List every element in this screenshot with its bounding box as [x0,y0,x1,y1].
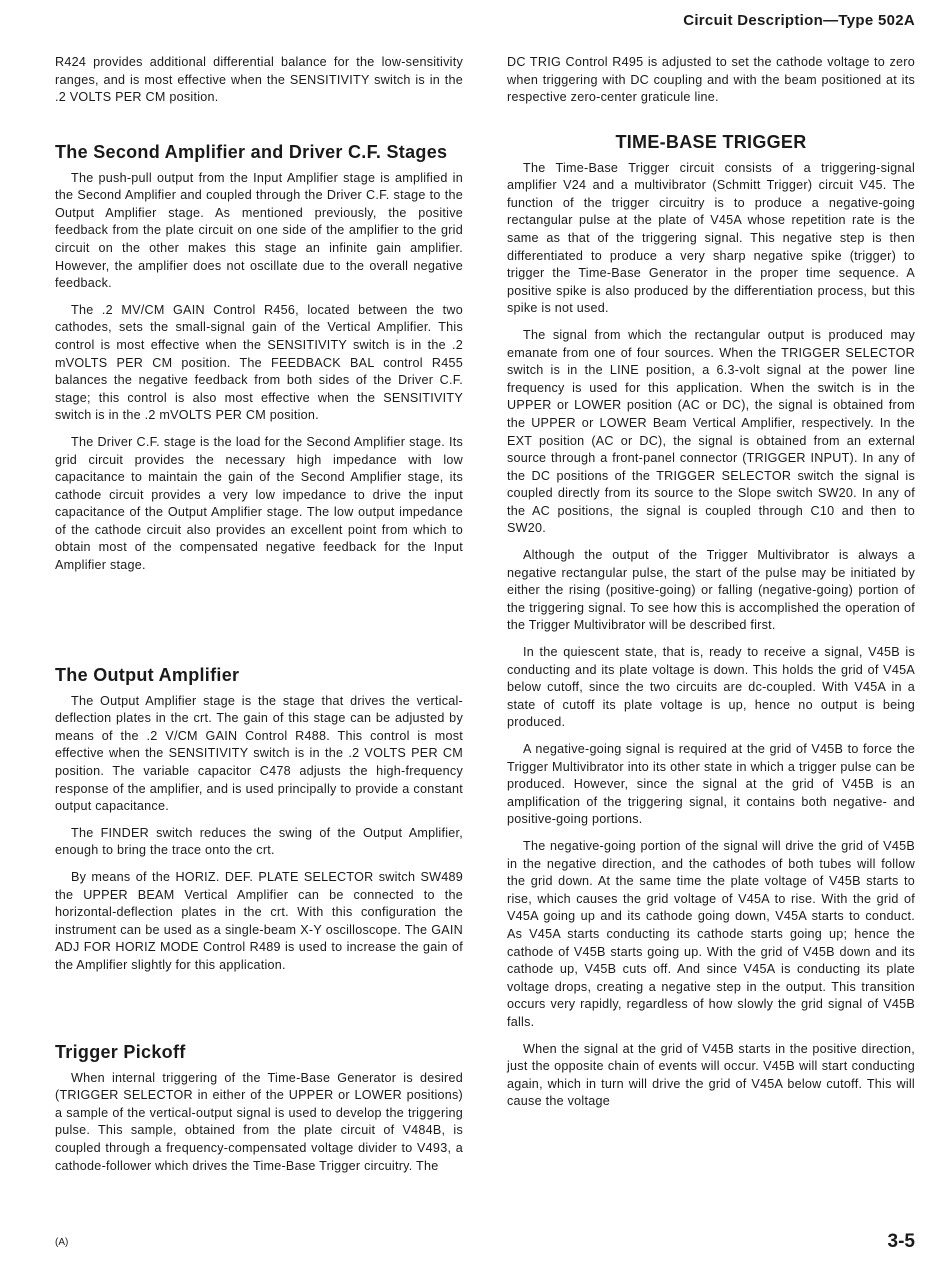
section-heading: Trigger Pickoff [55,1042,186,1062]
left-column [55,54,463,1234]
right-column [507,54,915,1234]
paragraph: Although the output of the Trigger Multivibrator is always a negative rectangular pulse, the start of the pulse may be initiated by either the rising (positive-going) or falling (negative-going) portion of the triggering signal. To see how this is accomplished the operation of the Trigger Multivibrator will be described first. [507,548,915,633]
section-second-amplifier [55,144,463,584]
revision-mark: (A) [55,1237,69,1248]
paragraph: A negative-going signal is required at the grid of V45B to force the Trigger Multivibrator into its other state in which a trigger pulse can be produced. However, since the signal at the grid of V45B is an amplification of the triggering signal, it contains both negative- and positive-going portions. [507,742,915,827]
page-number: 3-5 [887,1231,915,1252]
paragraph: The negative-going portion of the signal will drive the grid of V45B in the negative direction, and the cathodes of both tubes will follow the grid down. At the same time the plate voltage of V45B starts to rise, which causes the grid voltage of V45A to rise. With the grid of V45A going up and its cathode going down, V45A starts to conduct. As V45A starts conducting its cathode starts going up; hence the cathode of V45B starts going up. With the grid of V45B down and its cathode up, V45B cuts off. And since V45A is conducting its plate voltage drops, creating a negative step in the output. This transition occurs very rapidly, regardless of how slowly the grid signal of V45B falls. [507,838,915,1029]
section-output-amplifier [55,667,463,984]
section-heading: The Output Amplifier [55,665,240,685]
section-trigger-pickoff [55,1044,463,1184]
paragraph: The Output Amplifier stage is the stage that drives the vertical-deflection plates in the crt. The gain of this stage can be adjusted by means of the .2 V/CM GAIN Control R488. This control is most effective when the SENSITIVITY switch is in the .2 VOLTS PER CM position. The variable capacitor C478 adjusts the high-frequency response of the amplifier, and is used principally to provide a constant output capacitance. [55,693,463,814]
intro-paragraph-left [55,54,463,116]
paragraph: When internal triggering of the Time-Base Generator is desired (TRIGGER SELECTOR in either of the UPPER or LOWER positions) a sample of the vertical-output signal is used to develop the triggering pulse. This sample, obtained from the plate circuit of V484B, is coupled through a frequency-compensated voltage divider to V493, a cathode-follower which drives the Time-Base Trigger circuitry. The [55,1070,463,1173]
paragraph: By means of the HORIZ. DEF. PLATE SELECTOR switch SW489 the UPPER BEAM Vertical Amplifier can be connected to the horizontal-deflection plates in the crt. With this configuration the instrument can be used as a single-beam X-Y oscilloscope. The GAIN ADJ FOR HORIZ MODE Control R489 is used to increase the gain of the Amplifier slightly for this application. [55,869,463,972]
section-heading: The Second Amplifier and Driver C.F. Stages [55,142,448,162]
paragraph: The Driver C.F. stage is the load for the Second Amplifier stage. Its grid circuit provides the necessary high impedance with low capacitance to maintain the gain of the Second Amplifier stage, its cathode circuit provides a very low impedance to drive the input capacitance of the Output Amplifier stage. The low output impedance of the cathode circuit also provides an excellent point from which to obtain most of the compensated negative feedback for the Input Amplifier stage. [55,434,463,573]
running-header: Circuit Description—Type 502A [683,12,915,29]
paragraph: R424 provides additional differential balance for the low-sensitivity ranges, and is most effective when the SENSITIVITY switch is in the .2 VOLTS PER CM position. [55,55,463,105]
paragraph: DC TRIG Control R495 is adjusted to set the cathode voltage to zero when triggering with DC coupling and with the beam positioned at its respective zero-center graticule line. [507,55,915,105]
paragraph: In the quiescent state, that is, ready to receive a signal, V45B is conducting and its plate voltage is down. This holds the grid of V45A below cutoff, since the two circuits are dc-coupled. With V45A in a state of cutoff its plate voltage is up, hence no output is being produced. [507,645,915,730]
intro-paragraph-right [507,54,915,116]
paragraph: The Time-Base Trigger circuit consists of a triggering-signal amplifier V24 and a multivibrator (Schmitt Trigger) circuit V45. The function of the trigger circuitry is to produce a negative-going rectangular pulse at the plate of V45A whose repetition rate is the same as that of the triggering signal. This negative step is then differentiated to produce a very sharp negative spike (trigger) to trigger the Time-Base Generator in the proper time sequence. A positive spike is also produced by the differentiation process, but this spike is not used. [507,160,915,316]
section-time-base-trigger [507,134,915,1120]
paragraph: The FINDER switch reduces the swing of the Output Amplifier, enough to bring the trace onto the crt. [55,825,463,858]
paragraph: When the signal at the grid of V45B starts in the positive direction, just the opposite chain of events will occur. V45B will start conducting again, which in turn will drive the grid of V45A below cutoff. This will cause the voltage [507,1041,915,1109]
paragraph: The .2 MV/CM GAIN Control R456, located between the two cathodes, sets the small-signal gain of the Vertical Amplifier. This control is most effective when the SENSITIVITY switch is in the .2 mVOLTS PER CM position. The FEEDBACK BAL control R455 balances the negative feedback from both sides of the Driver C.F. stage; this control is also most effective when the SENSITIVITY switch is in the .2 mVOLTS PER CM position. [55,302,463,423]
section-heading: TIME-BASE TRIGGER [615,132,807,152]
paragraph: The signal from which the rectangular output is produced may emanate from one of four sources. When the TRIGGER SELECTOR switch is in the LINE position, a 6.3-volt signal at the power line frequency is used for this application. When the switch is in the UPPER or LOWER position (AC or DC), the signal is obtained from the UPPER or LOWER Beam Vertical Amplifier, respectively. In the EXT position (AC or DC), the signal is obtained from an external source through a front-panel connector (TRIGGER INPUT). In any of the DC positions of the TRIGGER SELECTOR switch the signal is coupled directly from its source to the Slope switch SW20. In any of the AC positions, the signal is coupled through C10 and then to SW20. [507,327,915,536]
paragraph: The push-pull output from the Input Amplifier stage is amplified in the Second Amplifier and coupled through the Driver C.F. stage to the Output Amplifier stage. As mentioned previously, the positive feedback from the plate circuit on one side of the amplifier to the grid circuit on the other makes this stage an infinite gain amplifier. However, the amplifier does not oscillate due to the overall negative feedback. [55,170,463,291]
